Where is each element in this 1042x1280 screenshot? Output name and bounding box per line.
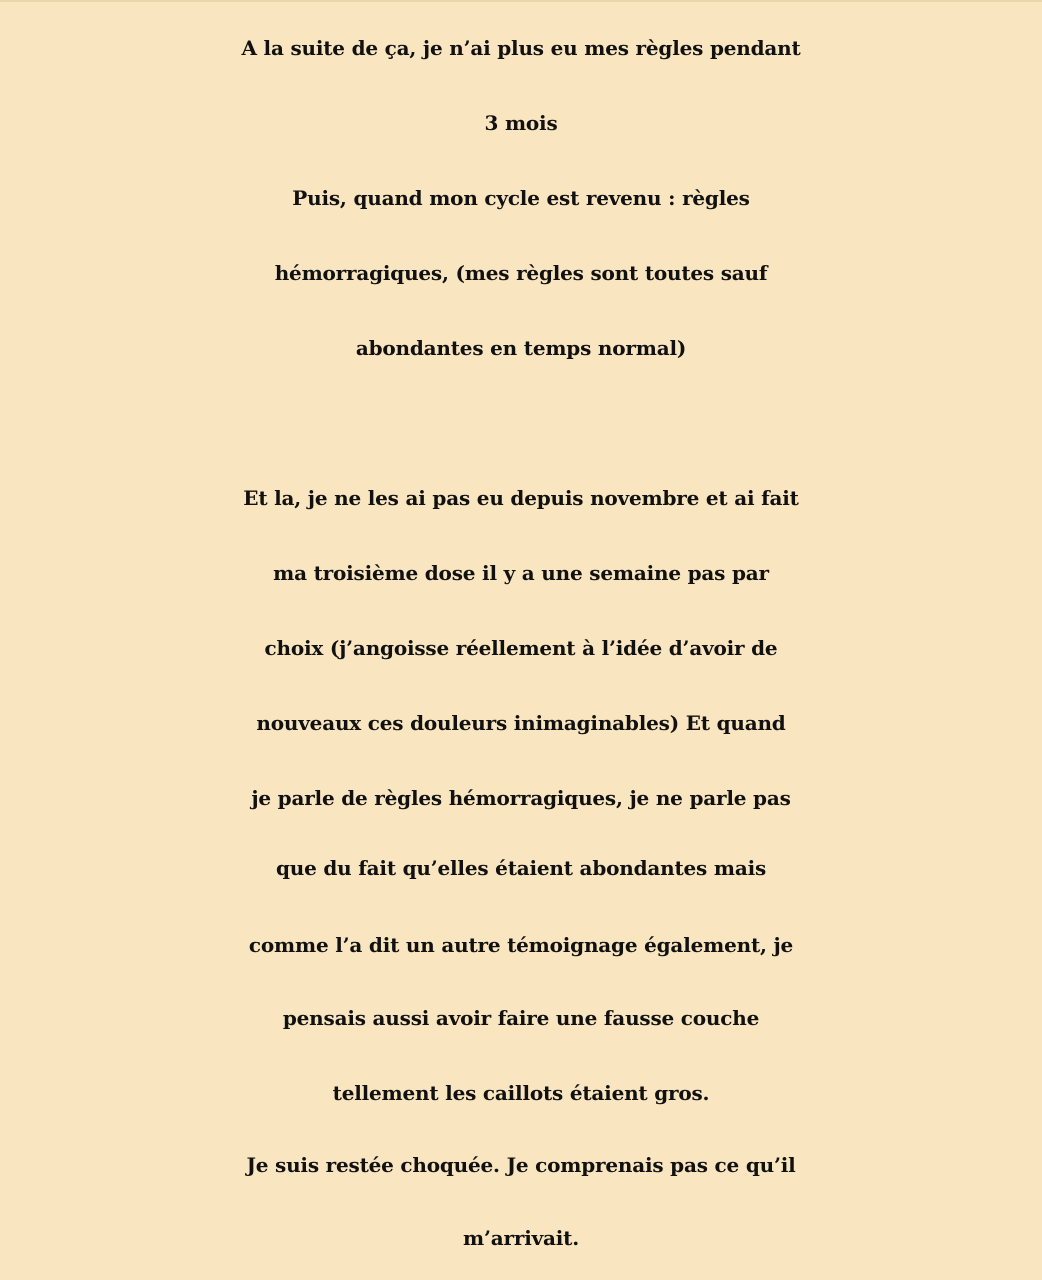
text-line: hémorragiques, (mes règles sont toutes sauf [274,261,768,285]
text-line: tellement les caillots étaient gros. [332,1081,710,1105]
text-line: je parle de règles hémorragiques, je ne parle pas [251,786,791,810]
text-line: Et la, je ne les ai pas eu depuis novembre et ai fait [243,486,799,510]
text-line: que du fait qu’elles étaient abondantes mais [275,856,767,880]
top-border [0,0,1042,2]
text-line: abondantes en temps normal) [355,336,687,360]
text-line: Puis, quand mon cycle est revenu : règles [292,186,750,210]
text-line: choix (j’angoisse réellement à l’idée d’avoir de [264,636,778,660]
text-line: 3 mois [484,111,558,135]
text-line: nouveaux ces douleurs inimaginables) Et quand [256,711,786,735]
text-line: m’arrivait. [463,1226,579,1250]
text-line: Je suis restée choquée. Je comprenais pas ce qu’il [246,1153,796,1177]
text-line: A la suite de ça, je n’ai plus eu mes règles pendant [241,36,801,60]
text-line: comme l’a dit un autre témoignage également, je [248,933,794,957]
text-line: pensais aussi avoir faire une fausse couche [282,1006,760,1030]
text-line: ma troisième dose il y a une semaine pas par [273,561,769,585]
